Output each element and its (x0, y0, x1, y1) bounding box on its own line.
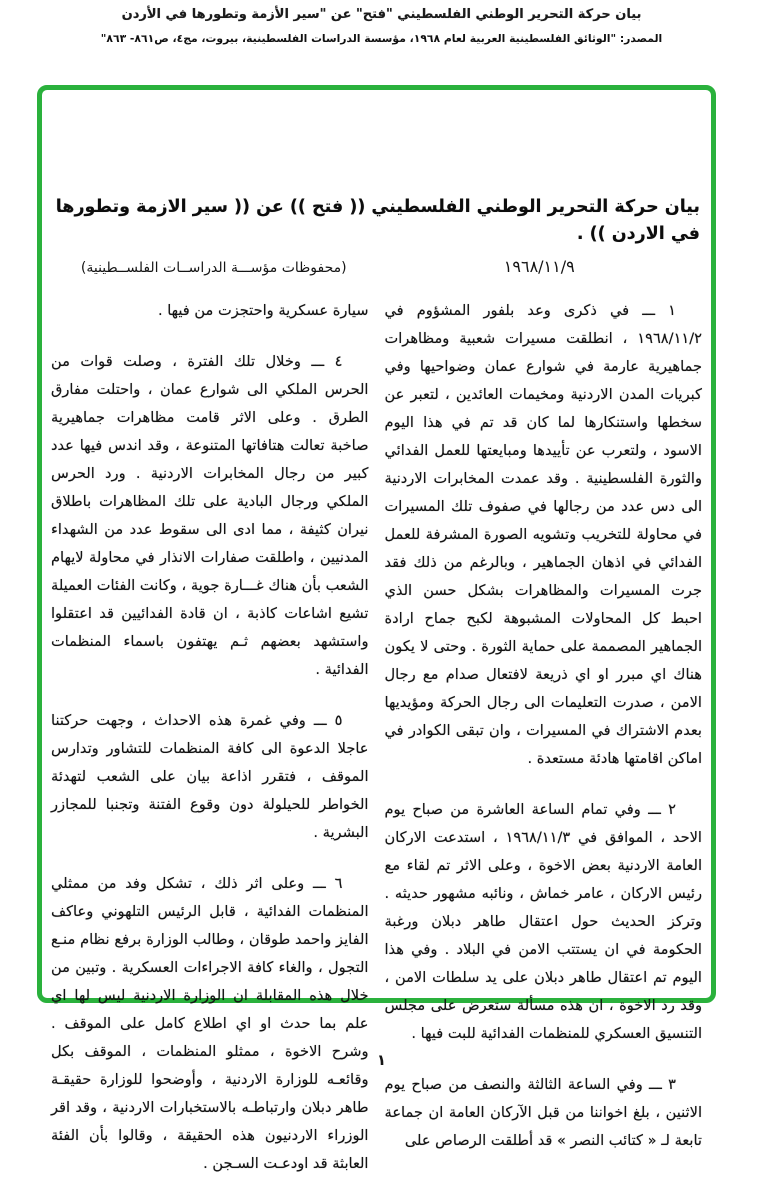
page-header (0, 7, 763, 45)
document-meta-row (51, 257, 702, 276)
document-title: بيان حركة التحرير الوطني الفلسطيني (( فتح )) عن (( سير الازمة وتطورها في الاردن )) . (55, 197, 700, 244)
paragraph-6: ٦ ـــ وعلى اثر ذلك ، تشكل وفد من ممثلي المنظمات الفدائية ، قابل الرئيس التلهوني وعاكف الفايز واحمد طوقان ، وطالب الوزارة برفع نظام منـع التجول ، والغاء كافة الاجراءات العسكرية . وتبين من خلال هذه المقابلة ان الوزارة الاردنية ليس لها اي علم بما حدث او اي اطلاع كامل على الموقف . وشرح الاخوة ، ممثلو المنظمات ، الموقف بكل وقائعـه للوزارة الاردنية ، وأوضحوا للوزارة حقيقـة طاهر دبلان وارتباطـه بالاستخبارات الاردنية ، وقد اقر الوزراء الاردنيون هذه الحقيقة ، وقالوا بأن الفئة العابثة قد اودعـت السـجن . (51, 875, 369, 1172)
paragraph-3-continuation: سيارة عسكرية واحتجزت من فيها . (157, 302, 369, 319)
page-number: ١ (376, 1051, 387, 1069)
paragraph-1: ١ ـــ في ذكرى وعد بلفور المشؤوم في ١٩٦٨/١١/٢ ، انطلقت مسيرات شعبية ومظاهرات جماهيرية عارمة في شوارع عمان وضواحيها وفي كبريات المدن الاردنية ومخيمات العائدين ، لتعبر عن سخطها واستنكارها لما كان قد تم في هذا اليوم الاسود ، ولتعرب عن تأييدها ومبايعتها للعمل الفدائي والثورة الفلسطينية . وقد عمدت المخابرات الاردنية الى دس عدد من رجالها في صفوف تلك المسيرات في محاولة للتخريب وتشويه الصورة المشرفة للعمل الفدائي في اذهان الجماهير ، وبالرغم من ذلك فقد جرت المسيرات والمظاهرات بشكل حسن الذي احبط كل المحاولات المشبوهة لكبح جماح ارادة الجماهير المصممة على حماية الثورة . وحتى لا يكون هناك اي مبرر او اي ذريعة لافتعال صدام مع رجال الامن ، صدرت التعليمات الى رجال الحركة ومؤيديها بعدم الاشتراك في المسيرات ، وان تبقى الكوادر في اماكن اقامتها هادئة مستعدة . (384, 302, 702, 767)
document-date: ١٩٦٨/١١/٩ (503, 257, 575, 276)
header-source-citation: المصدر: "الوثائق الفلسطينية العربية لعام ١٩٦٨، مؤسسة الدراسات الفلسطينية، بيروت، مج٤، ص٨٦١- ٨٦٣" (100, 32, 663, 45)
document-frame (37, 85, 716, 1172)
paragraph-2: ٢ ـــ وفي تمام الساعة العاشرة من صباح يوم الاحد ، الموافق في ١٩٦٨/١١/٣ ، استدعت الاركان العامة الاردنية بعض الاخوة ، وعلى الاثر تم لقاء مع رئيس الاركان ، عامر خماش ، ونائبه مشهور حديثه . وتركز الحديث حول اعتقال طاهر دبلان ورغبة الحكومة في ان يستتب الامن في البلاد . وفي هذا اليوم تم اعتقال طاهر دبلان على يد سلطات الامن ، وقد رد الاخوة ، ان هذه مسألة ستعرض على مجلس التنسيق العسكري للمنظمات الفدائية للبت فيها . (384, 801, 702, 1042)
header-title: بيان حركة التحرير الوطني الفلسطيني "فتح" عن "سير الأزمة وتطورها في الأردن (121, 7, 642, 22)
paragraph-3: ٣ ـــ وفي الساعة الثالثة والنصف من صباح يوم الاثنين ، بلغ اخواننا من قبل الآركان العامة ان جماعة تابعة لـ « كتائب النصر » قد أطلقت الرصاص على (384, 1076, 702, 1149)
archive-note: (محفوظات مؤســـة الدراســات الفلســطينية) (80, 260, 347, 276)
paragraph-5: ٥ ـــ وفي غمرة هذه الاحداث ، وجهت حركتنا عاجلا الدعوة الى كافة المنظمات للتشاور وتدارس الموقف ، فتقرر اذاعة بيان على الشعب لتهدئة الخواطر للحيلولة دون وقوع الفتنة وتجنبا للمجازر البشرية . (51, 712, 369, 841)
paragraph-4: ٤ ـــ وخلال تلك الفترة ، وصلت قوات من الحرس الملكي الى شوارع عمان ، واحتلت مفارق الطرق . وعلى الاثر قامت مظاهرات جماهيرية صاخبة تعالت هتافاتها المتنوعة ، وقد اندس فيها عدد كبير من رجال المخابرات الاردنية . ورد الحرس الملكي ورجال البادية على تلك المظاهرات باطلاق نيران كثيفة ، مما ادى الى سقوط عدد من الشهداء المدنيين ، واطلقت صفارات الانذار في محاولة لايهام الشعب بأن هناك غـــارة جوية ، وكانت الفئات العميلة تشيع اشاعات كاذبة ، ان قادة الفدائيين قد اعتقلوا واستشهد بعضهم ثـم يهتفون باسماء المنظمات الفدائية . (51, 353, 369, 678)
